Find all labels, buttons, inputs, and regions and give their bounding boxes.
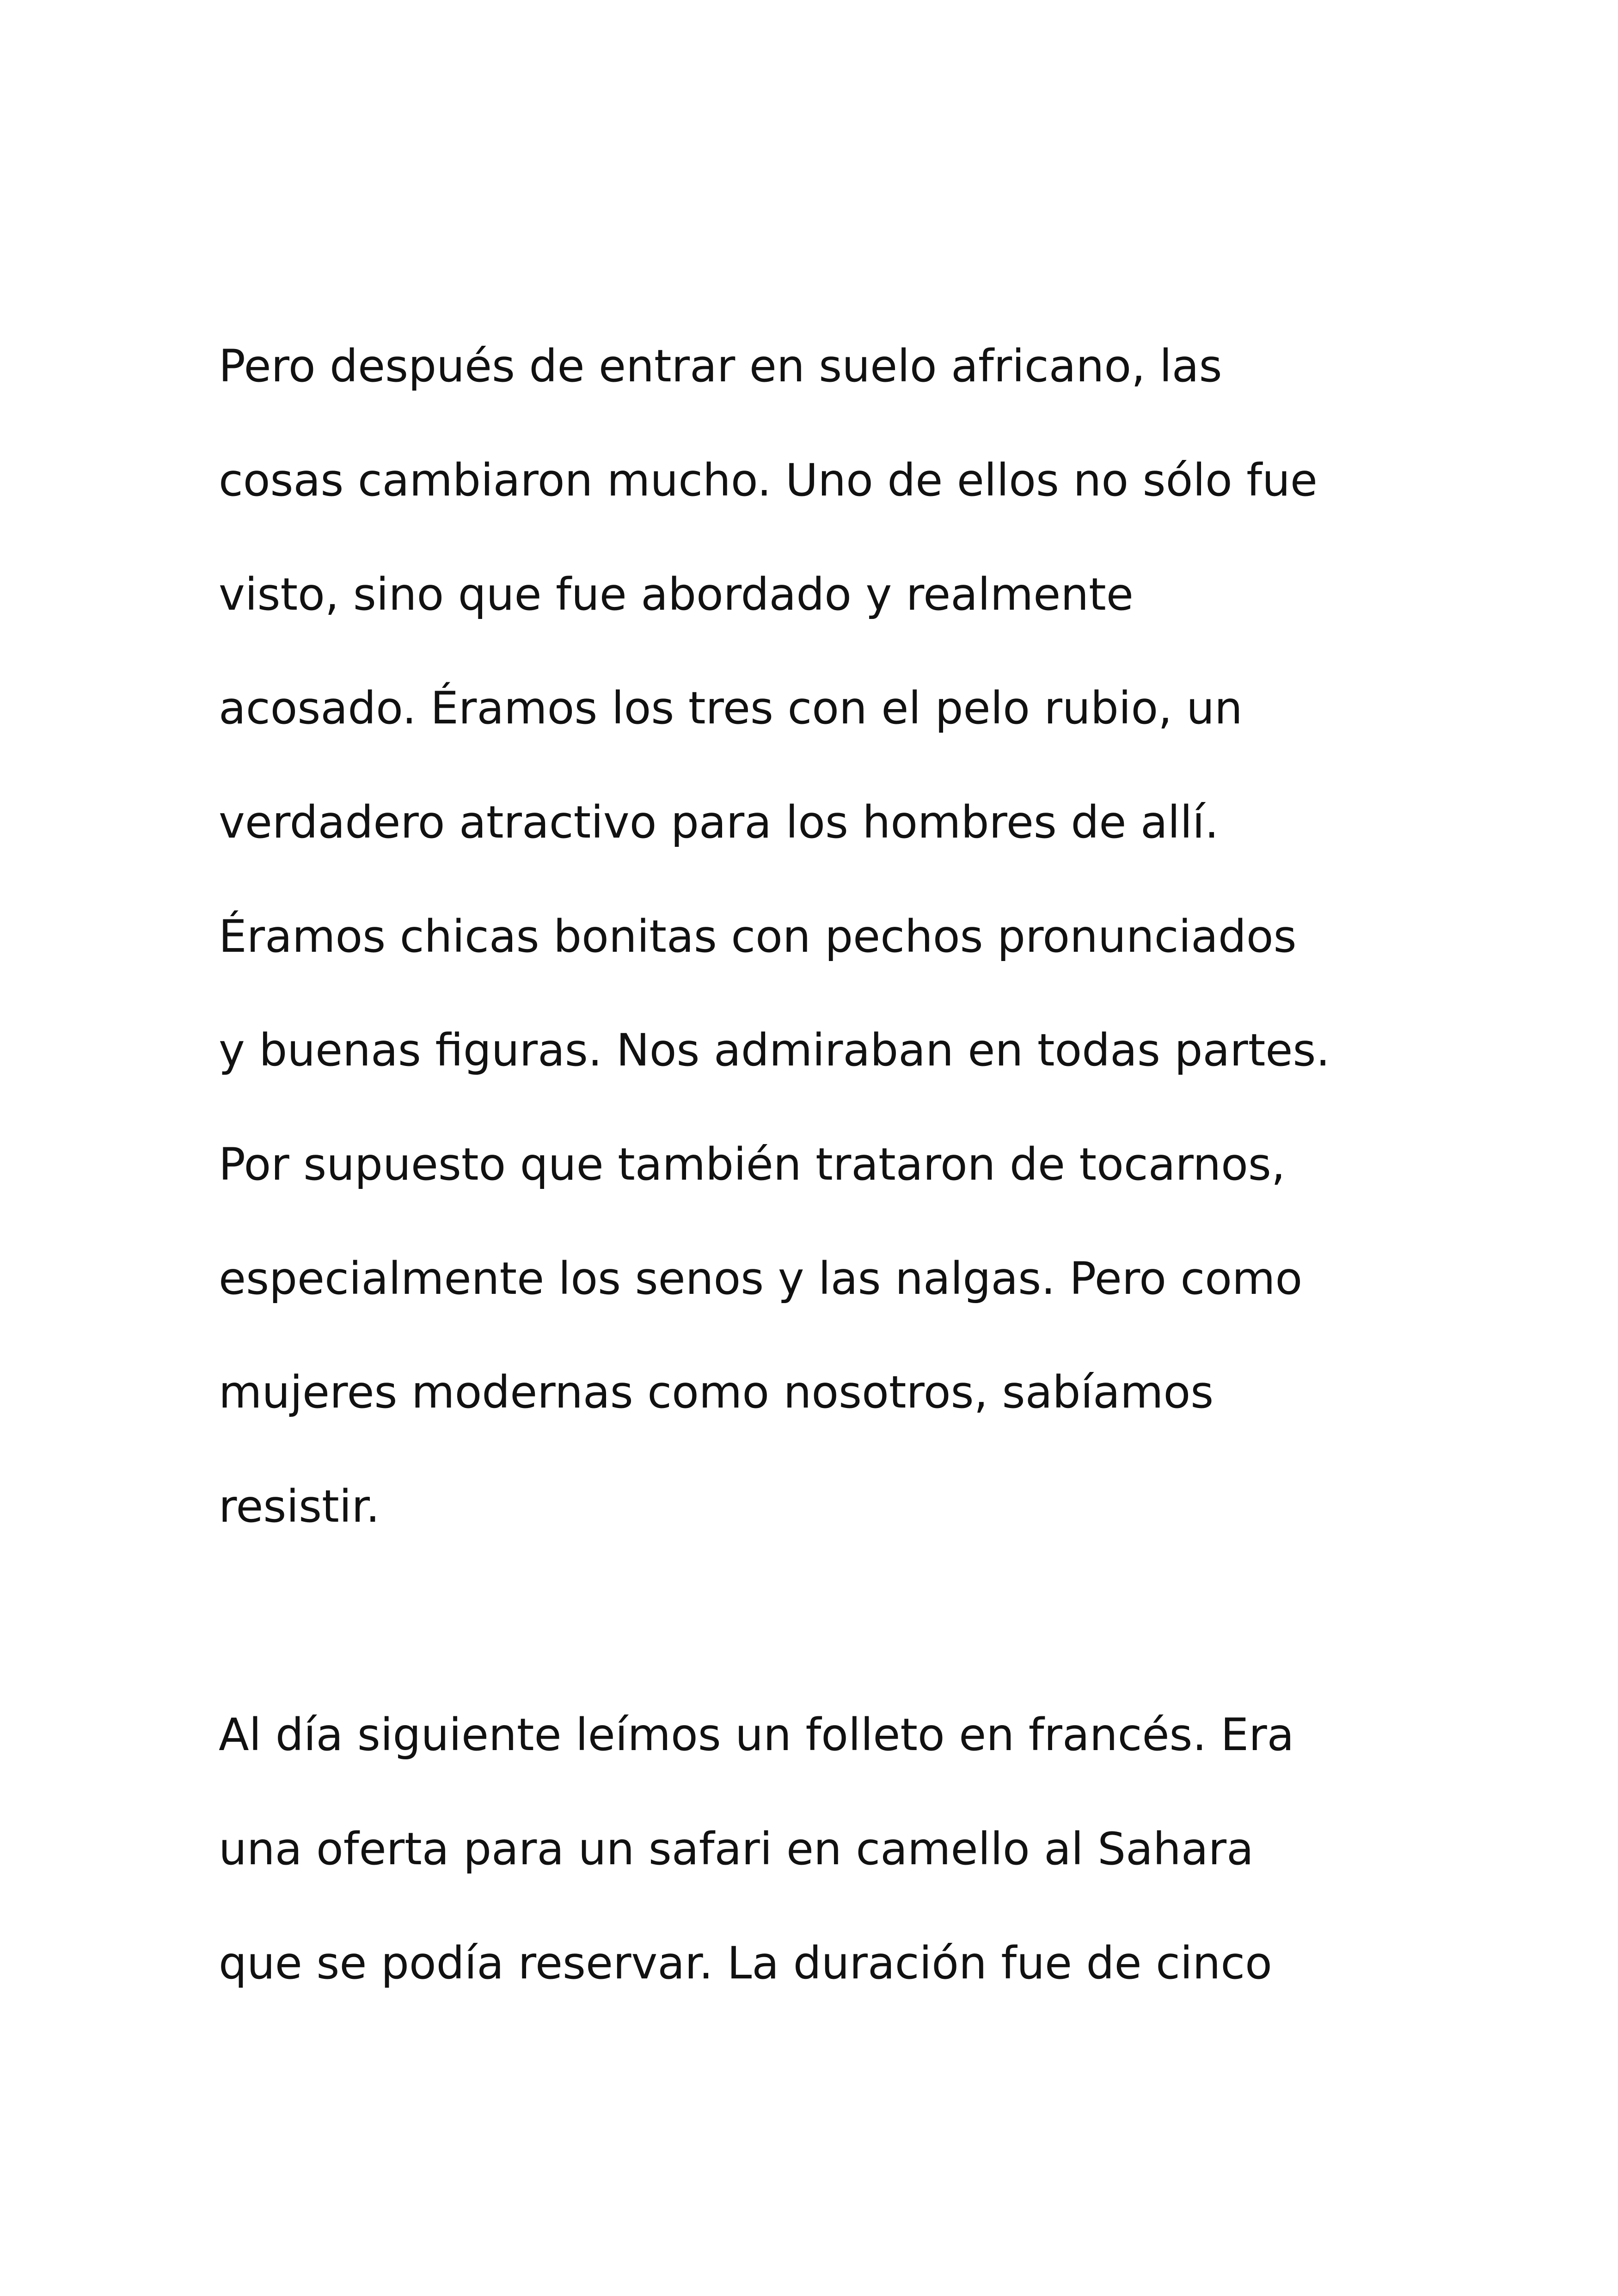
text-line: acosado. Éramos los tres con el pelo rubio, un [219, 682, 1243, 734]
text-line: cosas cambiaron mucho. Uno de ellos no sólo fue [219, 454, 1318, 506]
text-line: una oferta para un safari en camello al Sahara [219, 1823, 1254, 1875]
text-line: Por supuesto que también trataron de tocarnos, [219, 1139, 1286, 1190]
text-line: Pero después de entrar en suelo africano, las [219, 340, 1222, 392]
text-line: verdadero atractivo para los hombres de allí. [219, 796, 1219, 848]
text-line: Éramos chicas bonitas con pechos pronunciados [219, 911, 1297, 962]
text-line: resistir. [219, 1481, 380, 1532]
text-line: y buenas figuras. Nos admiraban en todas partes. [219, 1024, 1330, 1076]
text-line: Al día siguiente leímos un folleto en francés. Era [219, 1709, 1294, 1761]
text-line: especialmente los senos y las nalgas. Pero como [219, 1253, 1303, 1304]
text-line: visto, sino que fue abordado y realmente [219, 569, 1134, 620]
text-line: que se podía reservar. La duración fue de cinco [219, 1937, 1272, 1989]
text-line: mujeres modernas como nosotros, sabíamos [219, 1366, 1214, 1418]
